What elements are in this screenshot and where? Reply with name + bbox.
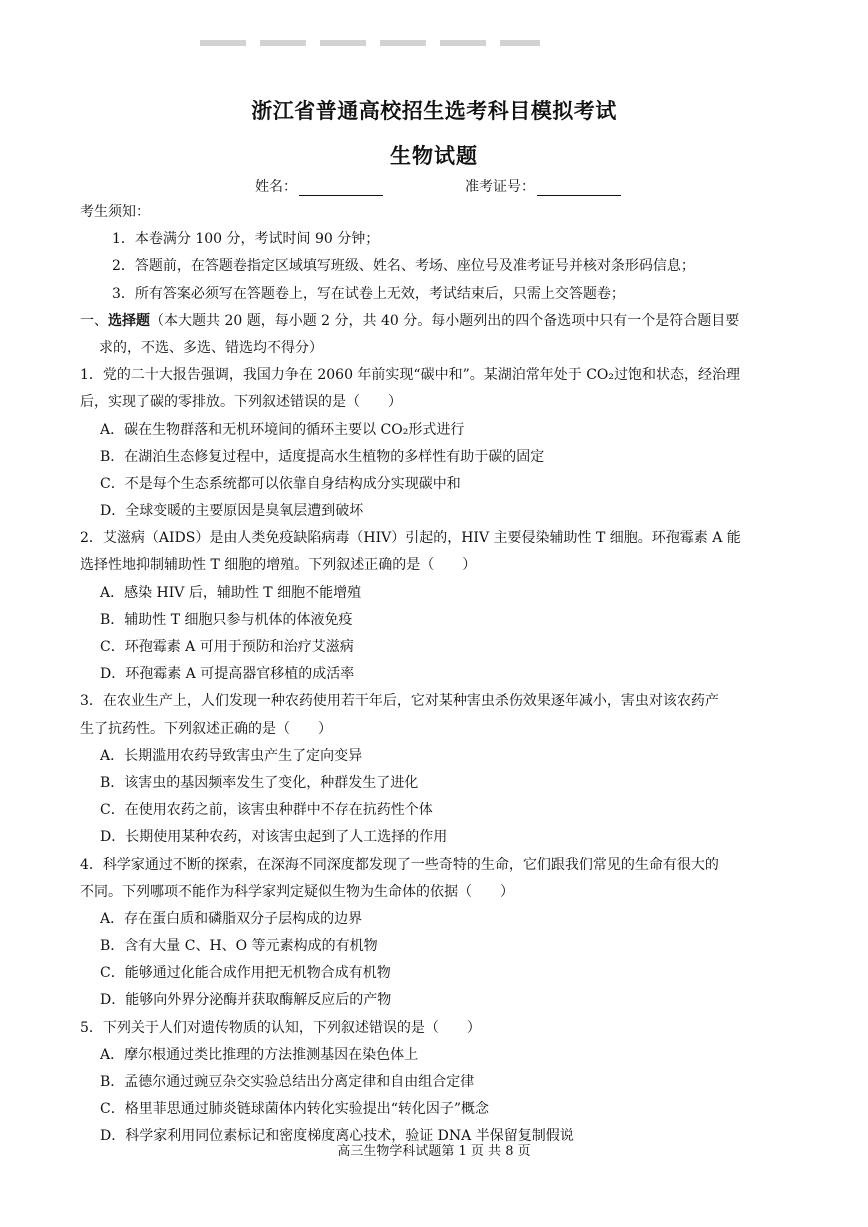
section-prefix: 一、: [80, 312, 108, 329]
question-stem: 5．下列关于人们对遗传物质的认知，下列叙述错误的是（ ）: [80, 1019, 481, 1036]
section-desc-cont: 求的，不选、多选、错选均不得分）: [99, 339, 323, 356]
section-label: 选择题: [108, 312, 150, 329]
option-a: A．长期滥用农药导致害虫产生了定向变异: [100, 747, 363, 764]
exam-subtitle: 生物试题: [390, 143, 478, 168]
notice-heading: 考生须知：: [80, 204, 150, 220]
option-a: A．碳在生物群落和无机环境间的循环主要以 CO₂形式进行: [100, 421, 465, 438]
faded-header-mark: [200, 40, 540, 46]
name-field: [255, 176, 383, 196]
question-1: [80, 362, 790, 525]
question-4: [80, 852, 790, 1015]
question-3: [80, 688, 790, 851]
option-b: B．辅助性 T 细胞只参与机体的体液免疫: [100, 611, 353, 628]
question-stem: 后，实现了碳的零排放。下列叙述错误的是（ ）: [80, 394, 402, 411]
option-a: A．摩尔根通过类比推理的方法推测基因在染色体上: [100, 1046, 419, 1063]
id-label: 准考证号：: [465, 179, 535, 195]
page-footer: 高三生物学科试题第 1 页 共 8 页: [337, 1144, 531, 1159]
question-stem: 选择性地抑制辅助性 T 细胞的增殖。下列叙述正确的是（ ）: [80, 557, 477, 574]
notice-item: 1．本卷满分 100 分，考试时间 90 分钟；: [112, 231, 380, 248]
question-5: [80, 1015, 790, 1151]
option-a: A．存在蛋白质和磷脂双分子层构成的边界: [100, 910, 363, 927]
option-c: C．能够通过化能合成作用把无机物合成有机物: [100, 965, 391, 982]
question-stem: 3．在农业生产上，人们发现一种农药使用若干年后，它对某种害虫杀伤效果逐年减小，害虫对该农药产: [80, 693, 719, 710]
question-stem: 2．艾滋病（AIDS）是由人类免疫缺陷病毒（HIV）引起的，HIV 主要侵染辅助性 T 细胞。环孢霉素 A 能: [80, 530, 741, 547]
question-stem: 1．党的二十大报告强调，我国力争在 2060 年前实现“碳中和”。某湖泊常年处于 CO₂过饱和状态，经治理: [80, 367, 741, 384]
notice-item: 3．所有答案必须写在答题卷上，写在试卷上无效，考试结束后，只需上交答题卷；: [112, 285, 625, 302]
question-2: [80, 525, 790, 688]
option-d: D．环孢霉素 A 可提高器官移植的成活率: [100, 666, 355, 683]
exam-body: [80, 199, 790, 1151]
option-b: B．含有大量 C、H、O 等元素构成的有机物: [100, 938, 378, 955]
option-c: C．格里菲思通过肺炎链球菌体内转化实验提出“转化因子”概念: [100, 1101, 490, 1118]
section-heading: [80, 308, 790, 335]
option-d: D．科学家利用同位素标记和密度梯度离心技术，验证 DNA 半保留复制假说: [100, 1128, 574, 1145]
id-blank: [537, 180, 621, 196]
option-b: B．孟德尔通过豌豆杂交实验总结出分离定律和自由组合定律: [100, 1074, 475, 1090]
candidate-info-row: [255, 176, 675, 198]
option-d: D．能够向外界分泌酶并获取酶解反应后的产物: [100, 992, 392, 1009]
question-stem: 4．科学家通过不断的探索，在深海不同深度都发现了一些奇特的生命，它们跟我们常见的生命有很大的: [80, 856, 719, 873]
section-desc: （本大题共 20 题，每小题 2 分，共 40 分。每小题列出的四个备选项中只有一个是符合题目要: [150, 312, 740, 329]
name-blank: [299, 180, 383, 196]
exam-title: 浙江省普通高校招生选考科目模拟考试: [251, 98, 617, 123]
option-b: B．该害虫的基因频率发生了变化，种群发生了进化: [100, 774, 419, 791]
option-d: D．全球变暖的主要原因是臭氧层遭到破坏: [100, 503, 364, 520]
option-c: C．不是每个生态系统都可以依靠自身结构成分实现碳中和: [100, 475, 461, 492]
name-label: 姓名：: [255, 179, 297, 195]
option-d: D．长期使用某种农药，对该害虫起到了人工选择的作用: [100, 829, 448, 846]
option-b: B．在湖泊生态修复过程中，适度提高水生植物的多样性有助于碳的固定: [100, 448, 545, 465]
question-stem: 生了抗药性。下列叙述正确的是（ ）: [80, 720, 332, 737]
option-a: A．感染 HIV 后，辅助性 T 细胞不能增殖: [100, 584, 362, 601]
notice-item: 2．答题前，在答题卷指定区域填写班级、姓名、考场、座位号及准考证号并核对条形码信息；: [112, 258, 695, 275]
id-field: [465, 176, 621, 196]
option-c: C．在使用农药之前，该害虫种群中不存在抗药性个体: [100, 802, 433, 819]
option-c: C．环孢霉素 A 可用于预防和治疗艾滋病: [100, 639, 354, 655]
question-stem: 不同。下列哪项不能作为科学家判定疑似生物为生命体的依据（ ）: [80, 883, 514, 900]
